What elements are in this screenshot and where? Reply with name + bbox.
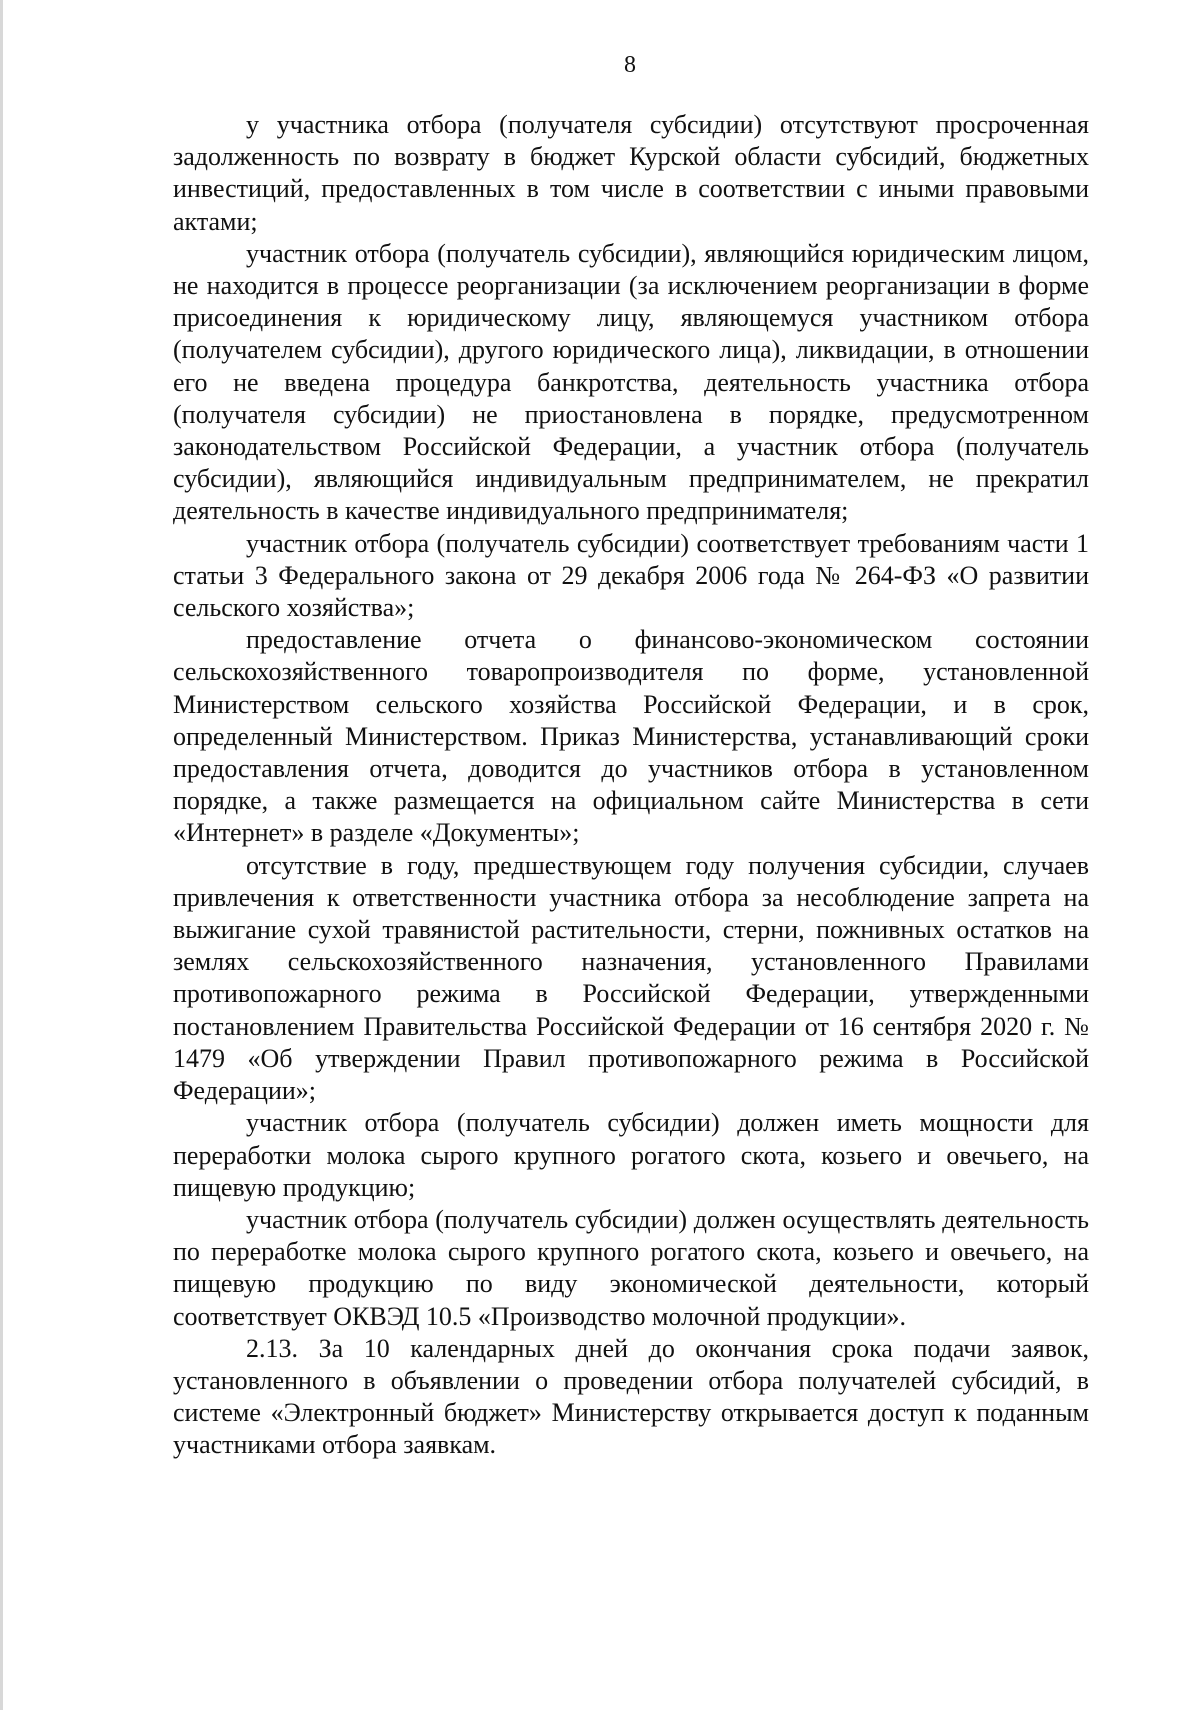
paragraph-processing-capacity: участник отбора (получатель субсидии) должен иметь мощности для переработки молока сырого крупного рогатого скота, козьего и овечьего, на пищевую продукцию; — [173, 1108, 1089, 1202]
paragraph-financial-report: предоставление отчета о финансово-экономическом состоянии сельскохозяйственного товаропроизводителя по форме, установленной Министерством сельского хозяйства Российской Федерации, и в срок, определенный Министерством. Приказ Министерства, устанавливающий сроки предоставления отчета, доводится до участников отбора в установленном порядке, а также размещается на официальном сайте Министерства в сети «Интернет» в разделе «Документы»; — [173, 625, 1089, 848]
paragraph-federal-law-requirements: участник отбора (получатель субсидии) соответствует требованиям части 1 статьи 3 Федерального закона от 29 декабря 2006 года № 264-ФЗ «О развитии сельского хозяйства»; — [173, 528, 1089, 623]
paragraph-no-reorganization: участник отбора (получатель субсидии), являющийся юридическим лицом, не находится в процессе реорганизации (за исключением реорганизации в форме присоединения к юридическому лицу, являющемуся участником отбора (получателем субсидии), другого юридического лица), ликвидации, в отношении его не введена процедура банкротства, деятельность участника отбора (получателя субсидии) не приостановлена в порядке, предусмотренном законодательством Российской Федерации, а участник отбора (получатель субсидии), являющийся индивидуальным предпринимателем, не прекратил деятельность в качестве индивидуального предпринимателя; — [173, 238, 1089, 526]
paragraph-fire-safety: отсутствие в году, предшествующем году получения субсидии, случаев привлечения к ответственности участника отбора за несоблюдение запрета на выжигание сухой травянистой растительности, стерни, пожнивных остатков на землях сельскохозяйственного назначения, установленного Правилами противопожарного режима в Российской Федерации, утвержденными постановлением Правительства Российской Федерации от 16 сентября 2020 г. № 1479 «Об утверждении Правил противопожарного режима в Российской Федерации»; — [173, 850, 1089, 1106]
paragraph-2-13: 2.13. За 10 календарных дней до окончания срока подачи заявок, установленного в объявлении о проведении отбора получателей субсидий, в системе «Электронный бюджет» Министерству открывается доступ к поданным участниками отбора заявкам. — [173, 1333, 1089, 1460]
page-number: 8 — [624, 52, 636, 78]
paragraph-no-debt: у участника отбора (получателя субсидии) отсутствуют просроченная задолженность по возврату в бюджет Курской области субсидий, бюджетных инвестиций, предоставленных в том числе в соответствии с иными правовыми актами; — [173, 110, 1089, 236]
scan-edge — [0, 0, 3, 1710]
document-body — [173, 109, 1089, 1462]
paragraph-okved-activity: участник отбора (получатель субсидии) должен осуществлять деятельность по переработке молока сырого крупного рогатого скота, козьего и овечьего, на пищевую продукцию по виду экономической деятельности, который соответствует ОКВЭД 10.5 «Производство молочной продукции». — [173, 1204, 1089, 1331]
